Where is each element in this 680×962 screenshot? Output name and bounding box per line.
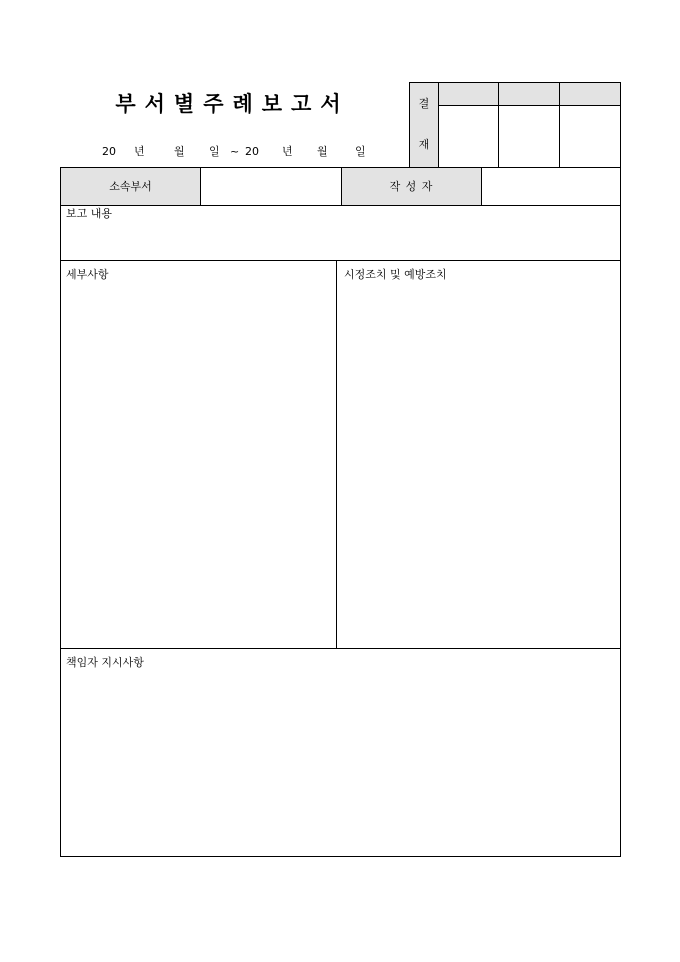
approval-header-cell-2 — [499, 82, 560, 106]
corrective-actions-section[interactable] — [337, 261, 620, 649]
approval-header-cell-1 — [439, 82, 499, 106]
approval-header-cell-3 — [560, 82, 621, 106]
author-label: 작 성 자 — [342, 168, 482, 206]
period-day-label-end: 일 — [355, 145, 366, 158]
period-month-label-end: 월 — [317, 145, 328, 158]
period-year-start: 20 — [102, 145, 116, 158]
details-section[interactable] — [61, 261, 337, 649]
corrective-actions-label: 시정조치 및 예방조치 — [344, 268, 447, 281]
approval-label-bottom: 재 — [418, 138, 430, 151]
department-label: 소속부서 — [61, 168, 201, 206]
document-title: 부서별주례보고서 — [115, 91, 350, 116]
report-content-label: 보고 내용 — [66, 207, 113, 220]
approval-sign-cell-2[interactable] — [499, 106, 560, 167]
period-tilde: ~ — [230, 145, 240, 158]
author-value[interactable] — [482, 168, 620, 206]
period-month-label-start: 월 — [174, 145, 185, 158]
period-year-label-start: 년 — [134, 145, 145, 158]
period-year-end: 20 — [245, 145, 259, 158]
period-day-label-start: 일 — [209, 145, 220, 158]
manager-instructions-label: 책임자 지시사항 — [66, 656, 144, 669]
period-year-label-end: 년 — [282, 145, 293, 158]
approval-sign-cell-3[interactable] — [560, 106, 621, 167]
approval-label-cell — [409, 82, 439, 167]
approval-label-top: 결 — [418, 97, 430, 110]
report-content-section[interactable] — [61, 206, 620, 261]
department-value[interactable] — [201, 168, 342, 206]
approval-sign-cell-1[interactable] — [439, 106, 499, 167]
manager-instructions-section[interactable] — [61, 649, 620, 856]
details-label: 세부사항 — [66, 268, 109, 281]
